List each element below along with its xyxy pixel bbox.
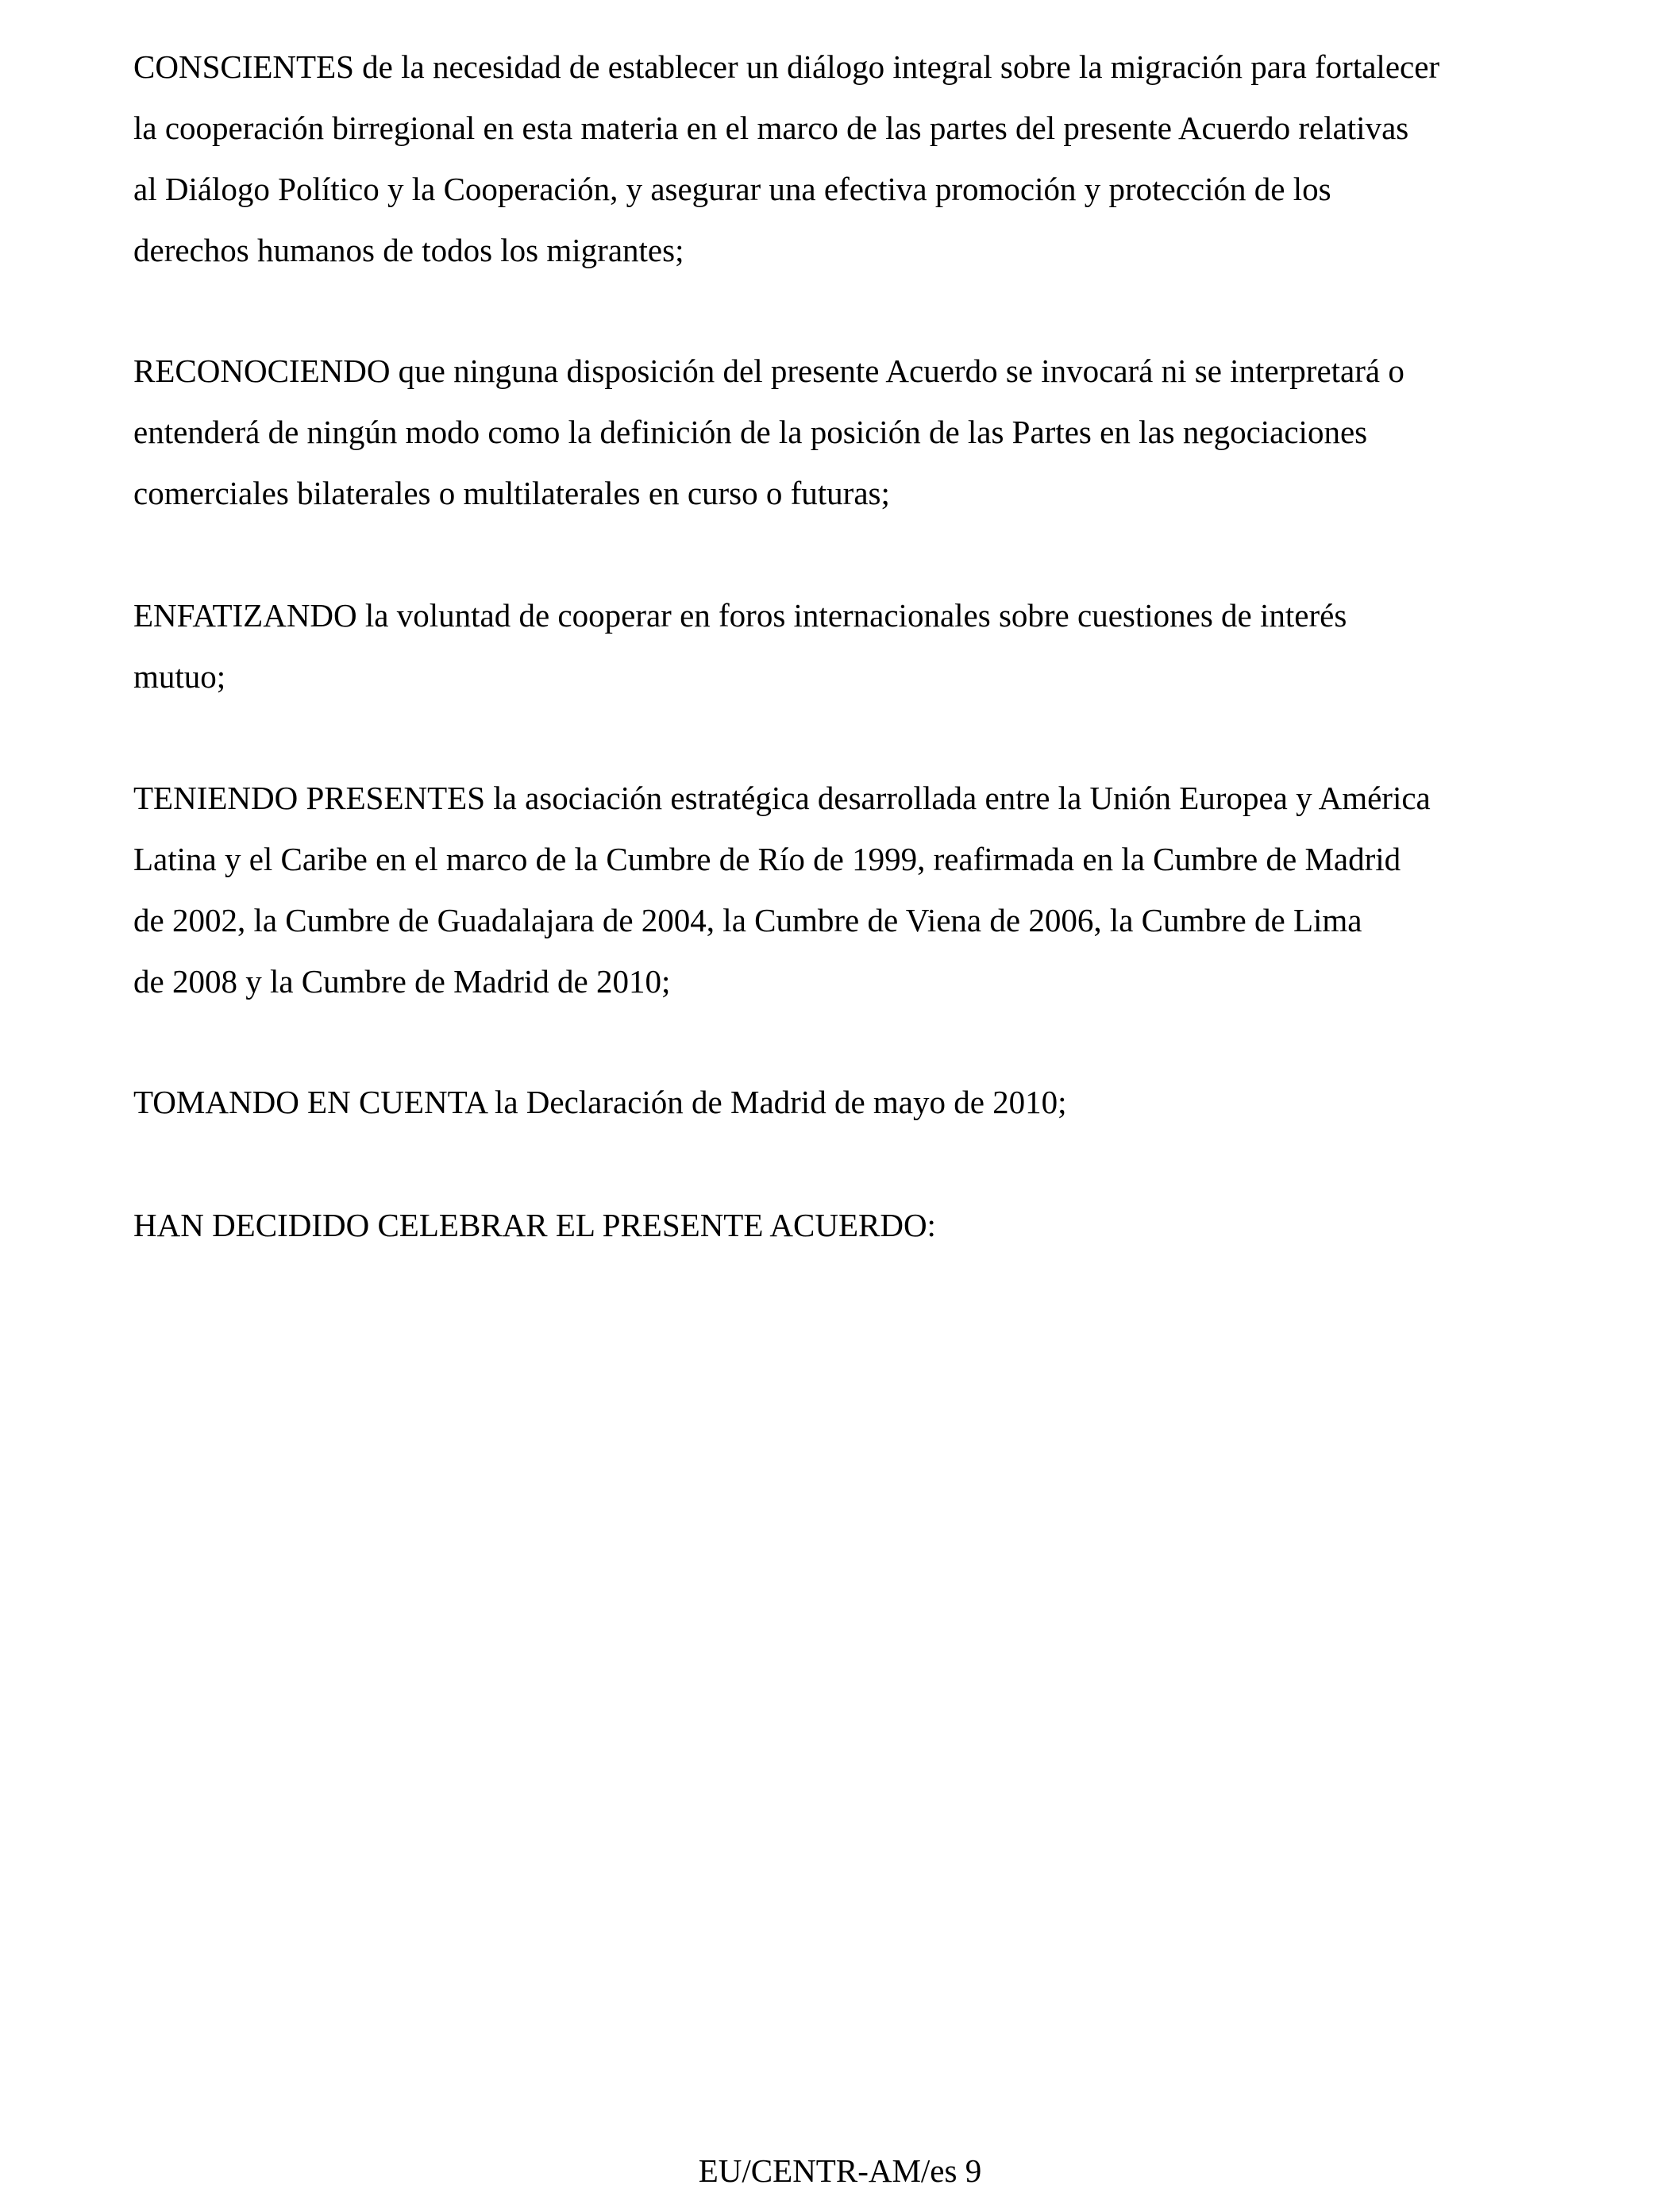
text-line: ENFATIZANDO la voluntad de cooperar en foros internacionales sobre cuestiones de interés — [133, 597, 1347, 634]
text-line: HAN DECIDIDO CELEBRAR EL PRESENTE ACUERDO: — [133, 1207, 936, 1243]
text-line: RECONOCIENDO que ninguna disposición del presente Acuerdo se invocará ni se interpretará o — [133, 353, 1404, 389]
text-line: TOMANDO EN CUENTA la Declaración de Madrid de mayo de 2010; — [133, 1084, 1067, 1120]
text-line: comerciales bilaterales o multilaterales en curso o futuras; — [133, 475, 890, 511]
text-line: CONSCIENTES de la necesidad de establecer un diálogo integral sobre la migración para fortalecer — [133, 48, 1440, 85]
text-line: derechos humanos de todos los migrantes; — [133, 232, 684, 268]
text-line: mutuo; — [133, 658, 226, 695]
text-line: entenderá de ningún modo como la definición de la posición de las Partes en las negociaciones — [133, 414, 1368, 450]
text-line: TENIENDO PRESENTES la asociación estratégica desarrollada entre la Unión Europea y América — [133, 780, 1431, 816]
paragraph-conscientes — [133, 37, 1586, 281]
paragraph-han-decidido — [133, 1195, 1586, 1256]
paragraph-tomando-en-cuenta — [133, 1072, 1586, 1133]
paragraph-enfatizando — [133, 585, 1586, 707]
text-line: Latina y el Caribe en el marco de la Cumbre de Río de 1999, reafirmada en la Cumbre de Madrid — [133, 841, 1401, 877]
text-line: de 2002, la Cumbre de Guadalajara de 2004, la Cumbre de Viena de 2006, la Cumbre de Lima — [133, 902, 1362, 938]
text-line: la cooperación birregional en esta materia en el marco de las partes del presente Acuerdo relativas — [133, 110, 1409, 146]
text-line: de 2008 y la Cumbre de Madrid de 2010; — [133, 963, 671, 1000]
paragraph-teniendo-presentes — [133, 768, 1586, 1012]
text-line: al Diálogo Político y la Cooperación, y asegurar una efectiva promoción y protección de los — [133, 171, 1331, 207]
paragraph-reconociendo — [133, 341, 1586, 524]
page-footer: EU/CENTR-AM/es 9 — [698, 2152, 982, 2189]
